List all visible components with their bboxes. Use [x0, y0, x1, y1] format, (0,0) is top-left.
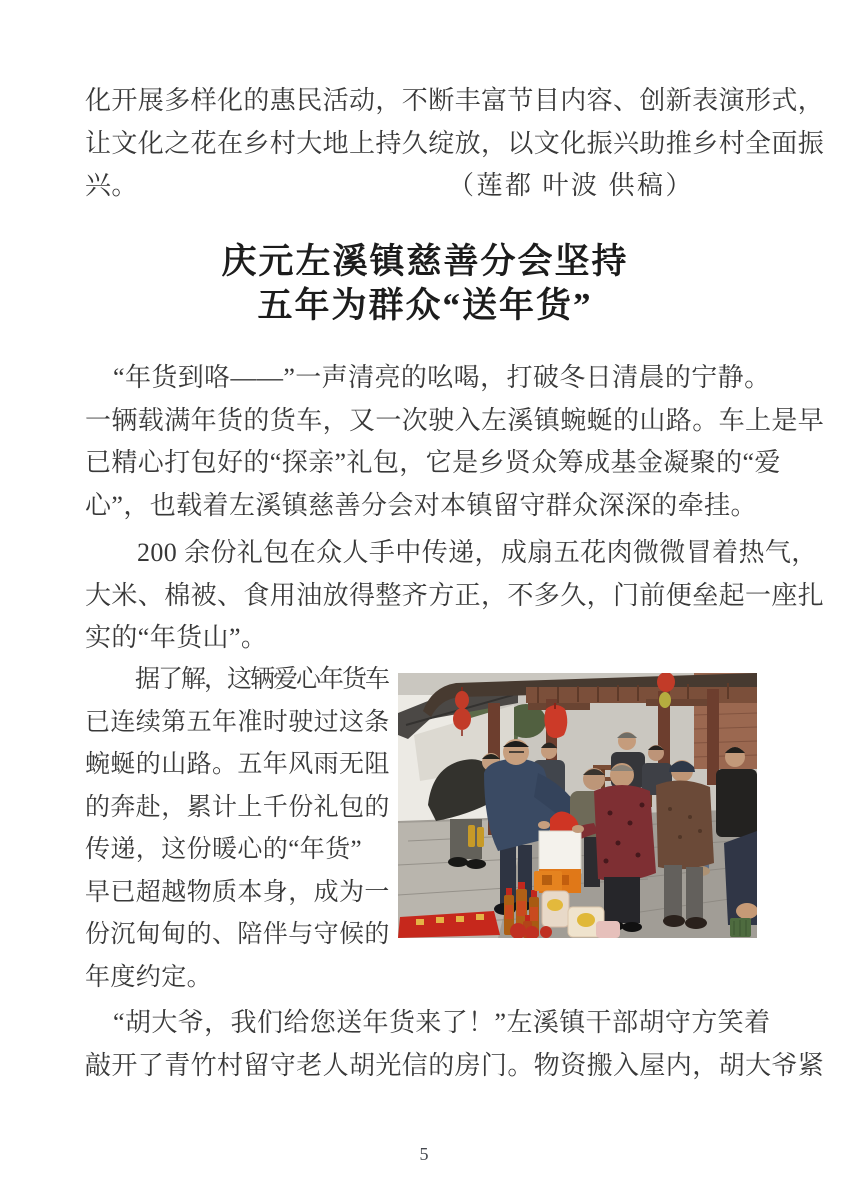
photo-right-person	[724, 831, 757, 937]
text-line: 的奔赴，累计上千份礼包的	[85, 793, 390, 821]
text-line: 化开展多样化的惠民活动，不断丰富节目内容、创新表演形式，	[85, 86, 825, 115]
text-line: 据了解，这辆爱心年货车	[135, 666, 389, 693]
last-line-text: 兴。	[85, 171, 138, 200]
text-line: 实的“年货山”。	[85, 623, 268, 652]
byline: （莲都 叶波 供稿）	[448, 171, 695, 200]
text-line: 200 余份礼包在众人手中传递，成扇五花肉微微冒着热气，	[137, 538, 818, 567]
article-title	[85, 240, 765, 328]
article-photo	[398, 673, 757, 938]
text-line: 大米、棉被、食用油放得整齐方正，不多久，门前便垒起一座扎	[85, 580, 825, 610]
text-line: 已精心打包好的“探亲”礼包，它是乡贤众筹成基金凝聚的“爱	[85, 448, 781, 477]
text-line: 敲开了青竹村留守老人胡光信的房门。物资搬入屋内，胡大爷紧	[85, 1050, 825, 1080]
paragraph-1	[85, 357, 825, 527]
text-line: 让文化之花在乡村大地上持久绽放，以文化振兴助推乡村全面振	[85, 128, 825, 158]
continued-paragraph-last-line	[85, 165, 775, 208]
text-line: 份沉甸甸的、陪伴与守候的	[85, 921, 390, 948]
text-line: 年度约定。	[85, 963, 213, 991]
text-line: 已连续第五年准时驶过这条	[85, 708, 390, 736]
text-line: 心”，也载着左溪镇慈善分会对本镇留守群众深深的牵挂。	[85, 490, 757, 520]
paragraph-4	[85, 1002, 825, 1087]
text-line: “胡大爷，我们给您送年货来了！”左溪镇干部胡守方笑着	[113, 1008, 771, 1037]
article-title-line2: 五年为群众“送年货”	[257, 286, 593, 325]
text-line: 一辆载满年货的货车，又一次驶入左溪镇蜿蜒的山路。车上是早	[85, 405, 825, 435]
text-line: 蜿蜒的山路。五年风雨无阻	[85, 751, 390, 778]
text-line: “年货到咯——”一声清亮的吆喝，打破冬日清晨的宁静。	[113, 363, 771, 392]
continued-paragraph	[85, 80, 825, 165]
paragraph-2	[85, 532, 825, 660]
text-line: 早已超越物质本身，成为一	[85, 878, 390, 906]
page-number: 5	[419, 1144, 430, 1164]
paragraph-3	[85, 659, 400, 999]
article-title-line1: 庆元左溪镇慈善分会坚持	[221, 242, 629, 281]
text-line: 传递，这份暖心的“年货”	[85, 836, 362, 863]
